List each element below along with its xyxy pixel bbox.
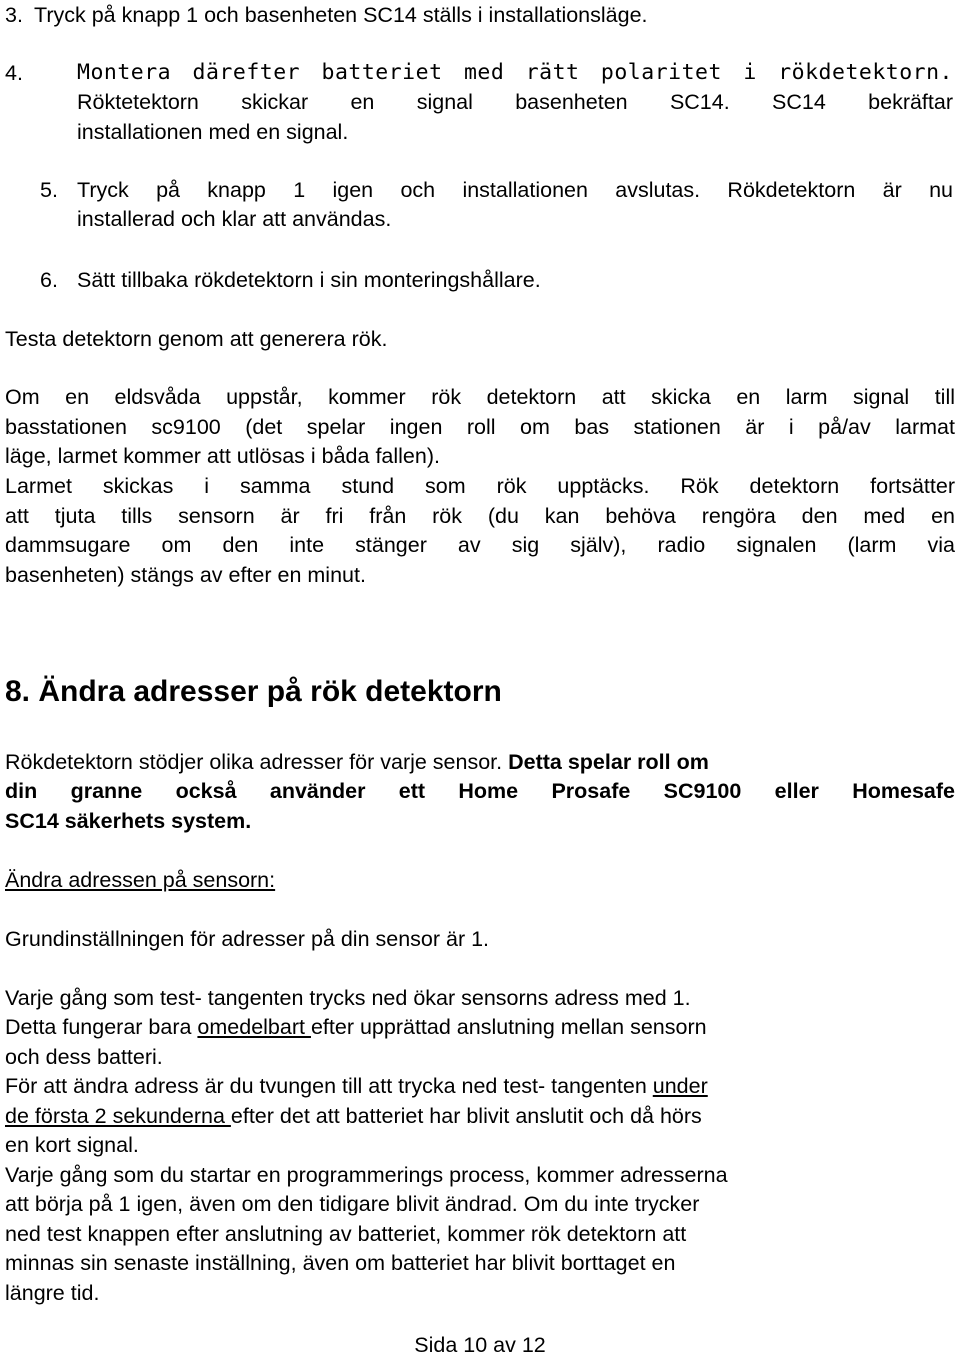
paragraph-line: Varje gång som du startar en programmerings process, kommer adresserna xyxy=(5,1163,728,1187)
list-text: Tryck på knapp 1 igen och installationen avslutas. Rökdetektorn är nu xyxy=(77,178,953,202)
underlined-text: de första 2 sekunderna xyxy=(5,1104,231,1128)
intro-text: Rökdetektorn stödjer olika adresser för varje sensor. xyxy=(5,750,509,774)
list-number: 4. xyxy=(5,61,23,85)
section-heading: 8. Ändra adresser på rök detektorn xyxy=(5,675,502,708)
list-text: Röktetektorn skickar en signal basenheten SC14. SC14 bekräftar xyxy=(77,90,953,114)
paragraph-line: basstationen sc9100 (det spelar ingen roll om bas stationen är i på/av larmat xyxy=(5,415,955,439)
underlined-text: omedelbart xyxy=(197,1015,311,1039)
list-text: Tryck på knapp 1 och basenheten SC14 ställs i installationsläge. xyxy=(34,3,648,27)
test-instruction: Testa detektorn genom att generera rök. xyxy=(5,327,388,351)
intro-line xyxy=(5,747,709,777)
paragraph-line: basenheten) stängs av efter en minut. xyxy=(5,563,366,587)
list-number: 5. xyxy=(40,178,58,202)
list-text: installerad och klar att användas. xyxy=(77,207,392,231)
intro-bold-text: Detta spelar roll om xyxy=(508,750,709,774)
paragraph-line xyxy=(5,1101,702,1131)
list-text: Montera därefter batteriet med rätt polaritet i rökdetektorn. xyxy=(77,60,953,85)
default-address-line: Grundinställningen för adresser på din sensor är 1. xyxy=(5,927,490,951)
list-text: Sätt tillbaka rökdetektorn i sin monteringshållare. xyxy=(77,268,541,292)
text-run: För att ändra adress är du tvungen till att trycka ned test- tangenten xyxy=(5,1074,653,1098)
paragraph-line: ned test knappen efter anslutning av batteriet, kommer rök detektorn att xyxy=(5,1222,687,1246)
list-number: 3. xyxy=(5,3,23,27)
subheading: Ändra adressen på sensorn: xyxy=(5,868,276,892)
list-text: installationen med en signal. xyxy=(77,120,349,144)
paragraph-line: Larmet skickas i samma stund som rök upptäcks. Rök detektorn fortsätter xyxy=(5,474,955,498)
text-run: efter det att batteriet har blivit anslutit och då hörs xyxy=(230,1104,702,1128)
intro-bold-line: din granne också använder ett Home Prosafe SC9100 eller Homesafe xyxy=(5,779,955,803)
intro-bold-line: SC14 säkerhets system. xyxy=(5,809,252,833)
paragraph-line xyxy=(5,1071,708,1101)
paragraph-line: Varje gång som test- tangenten trycks ned ökar sensorns adress med 1. xyxy=(5,986,691,1010)
paragraph-line: att tjuta tills sensorn är fri från rök (du kan behöva rengöra den med en xyxy=(5,504,955,528)
paragraph-line: dammsugare om den inte stänger av sig själv), radio signalen (larm via xyxy=(5,533,955,557)
paragraph-line: längre tid. xyxy=(5,1281,100,1305)
paragraph-line xyxy=(5,1012,707,1042)
page-footer: Sida 10 av 12 xyxy=(414,1333,546,1357)
text-run: Detta fungerar bara xyxy=(5,1015,198,1039)
text-run: efter upprättad anslutning mellan sensorn xyxy=(310,1015,707,1039)
paragraph-line: Om en eldsvåda uppstår, kommer rök detektorn att skicka en larm signal till xyxy=(5,385,955,409)
list-number: 6. xyxy=(40,268,58,292)
paragraph-line: och dess batteri. xyxy=(5,1045,163,1069)
paragraph-line: läge, larmet kommer att utlösas i båda fallen). xyxy=(5,444,440,468)
paragraph-line: en kort signal. xyxy=(5,1133,139,1157)
underlined-text: under xyxy=(652,1074,708,1098)
paragraph-line: att börja på 1 igen, även om den tidigare blivit ändrad. Om du inte trycker xyxy=(5,1192,700,1216)
paragraph-line: minnas sin senaste inställning, även om batteriet har blivit borttaget en xyxy=(5,1251,676,1275)
